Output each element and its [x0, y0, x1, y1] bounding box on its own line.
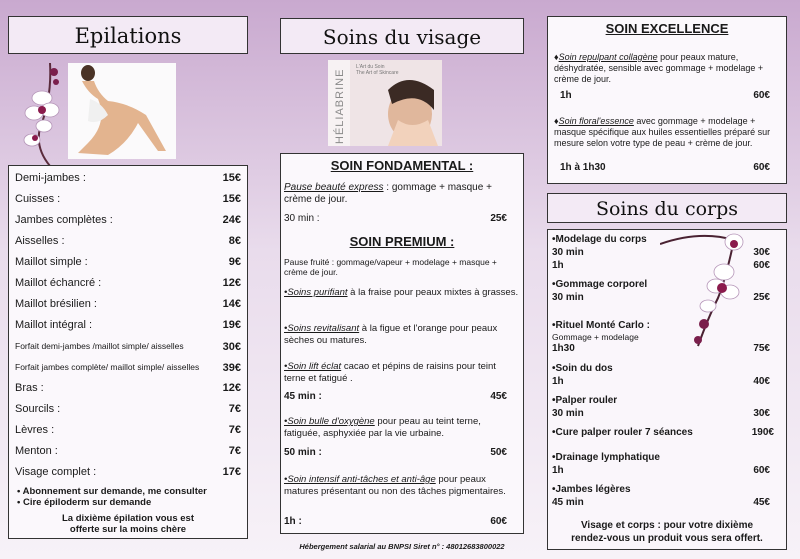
price-row — [284, 391, 507, 402]
price-row — [15, 193, 241, 205]
item-price: 7€ — [228, 424, 241, 436]
price: 60€ — [490, 516, 507, 527]
soin-name: •Soin intensif anti-tâches et anti-âge — [284, 474, 436, 485]
item-price: 12€ — [222, 277, 241, 289]
orchid-right-icon — [660, 228, 752, 352]
price-row — [284, 516, 507, 527]
price-row — [552, 497, 770, 508]
soins-corps-title: Soins du corps — [547, 193, 787, 223]
soin-desc: à la figue et l'orange pour peaux sèches ou matures. — [284, 323, 498, 346]
price-row — [560, 162, 770, 173]
soin-intensif — [284, 474, 519, 498]
price-row — [15, 214, 241, 226]
corps-item-name: •Drainage lymphatique — [552, 452, 660, 463]
price: 30€ — [753, 408, 770, 419]
item-price: 39€ — [222, 362, 241, 374]
corps-item-sub: Gommage + modelage — [552, 332, 639, 342]
soin-purifiant — [284, 287, 519, 299]
footer-line-2: offerte sur la moins chère — [69, 524, 187, 535]
item-name: Forfait jambes complète/ maillot simple/ aisselles — [15, 362, 200, 372]
item-name: Forfait demi-jambes /maillot simple/ aisselles — [15, 341, 184, 351]
price: 45€ — [490, 391, 507, 402]
price-row — [552, 465, 770, 476]
soin-bulle-oxygene — [284, 416, 519, 440]
item-name: Maillot brésilien : — [15, 298, 97, 310]
price: 45€ — [753, 497, 770, 508]
brand-small-text: L'Art du Soin — [356, 64, 385, 70]
epilation-photo — [68, 63, 176, 159]
note-abonnement: • Abonnement sur demande, me consulter — [17, 486, 207, 497]
item-name: Demi-jambes : — [15, 172, 86, 184]
time: 1h — [560, 90, 572, 101]
time: 1h — [552, 376, 564, 387]
price-row — [15, 382, 241, 394]
excellence-item-1: ♦Soin repulpant collagène pour peaux mature, déshydratée, sensible avec gommage + modelage + crème de jour. — [554, 52, 764, 84]
price-row — [15, 341, 241, 353]
price: 60€ — [753, 162, 770, 173]
brand-small-text-2: The Art of Skincare — [356, 70, 399, 76]
time: 1h — [552, 465, 564, 476]
price: 25€ — [753, 292, 770, 303]
price-row — [15, 172, 241, 184]
price-row — [552, 427, 774, 438]
corps-item-name: •Jambes légères — [552, 484, 631, 495]
soin-desc: à la fraise pour peaux mixtes à grasses. — [347, 287, 519, 298]
price-row — [560, 90, 770, 101]
soin-revitalisant — [284, 323, 519, 347]
item-name: Maillot intégral : — [15, 319, 93, 331]
price-row — [15, 298, 241, 310]
price-row — [15, 403, 241, 415]
price-row — [552, 408, 770, 419]
time: 45 min : — [284, 391, 322, 402]
price-row — [15, 319, 241, 331]
time: 30 min — [552, 292, 584, 303]
item-price: 14€ — [222, 298, 241, 310]
item-name: Maillot échancré : — [15, 277, 102, 289]
item-price: 7€ — [228, 403, 241, 415]
soin-name: •Soins purifiant — [284, 287, 348, 298]
price-row — [552, 376, 770, 387]
soin-name: Soin repulpant collagène — [558, 52, 658, 62]
corps-item-name: •Soin du dos — [552, 363, 613, 374]
time: 30 min — [552, 408, 584, 419]
price: 75€ — [753, 343, 770, 354]
corps-item-name: •Rituel Monté Carlo : — [552, 320, 650, 331]
price-row — [15, 445, 241, 457]
price: 60€ — [753, 90, 770, 101]
corps-item-name: •Modelage du corps — [552, 234, 647, 245]
time: 30 min : — [284, 213, 320, 224]
price-row — [15, 424, 241, 436]
time: 30 min — [552, 247, 584, 258]
price-row — [284, 447, 507, 458]
item-price: 15€ — [222, 193, 241, 205]
price-row — [15, 235, 241, 247]
item-price: 24€ — [222, 214, 241, 226]
item-price: 19€ — [222, 319, 241, 331]
soin-name: Soin floral'essence — [558, 116, 634, 126]
time: 1h30 — [552, 343, 575, 354]
price: 50€ — [490, 447, 507, 458]
soin-desc: pour peau au teint terne, fatiguée, asphyxiée par la vie urbaine. — [284, 416, 481, 439]
soin-name: •Soins revitalisant — [284, 323, 360, 334]
pause-express — [284, 182, 519, 206]
price-row — [15, 256, 241, 268]
corps-item-name: •Cure palper rouler 7 séances — [552, 427, 693, 438]
soins-visage-title: Soins du visage — [280, 18, 524, 54]
price: 25€ — [490, 213, 507, 224]
excellence-title: SOIN EXCELLENCE — [605, 21, 729, 36]
item-name: Bras : — [15, 382, 44, 394]
item-price: 15€ — [222, 172, 241, 184]
siret-footer: Hébergement salarial au BNPSI Siret n° : 48012683800022 — [299, 542, 505, 551]
price-row — [15, 466, 241, 478]
brand-name: HÉLIABRINE — [334, 68, 346, 144]
heliabrine-photo — [328, 60, 442, 146]
item-price: 7€ — [228, 445, 241, 457]
pause-fruite: Pause fruité : gommage/vapeur + modelage + masque + crème de jour. — [284, 257, 497, 277]
soin-name: •Soin lift éclat — [284, 361, 342, 372]
soin-desc: pour peaux matures présentant ou non des tâches pigmentaires. — [284, 474, 506, 497]
item-name: Cuisses : — [15, 193, 61, 205]
time: 1h à 1h30 — [560, 162, 606, 173]
time: 45 min — [552, 497, 584, 508]
item-name: Menton : — [15, 445, 58, 457]
soin-desc: cacao et pépins de raisins pour teint terne et fatigué . — [284, 361, 496, 384]
pause-express-name: Pause beauté express — [284, 182, 384, 193]
corps-item-name: •Palper rouler — [552, 395, 618, 406]
price: 190€ — [751, 427, 774, 438]
orchid-left-icon — [20, 58, 80, 168]
soins-visage-list — [280, 153, 524, 534]
epilations-price-list — [8, 165, 248, 539]
price-row — [15, 362, 241, 374]
soin-name: •Soin bulle d'oxygène — [284, 416, 375, 427]
time: 1h — [552, 260, 564, 271]
item-price: 30€ — [222, 341, 241, 353]
soin-desc: pour peaux mature, déshydratée, sensible avec gommage + modelage + crème de jour. — [554, 52, 764, 84]
item-price: 12€ — [222, 382, 241, 394]
note-cire: • Cire épiloderm sur demande — [17, 497, 152, 508]
item-price: 9€ — [228, 256, 241, 268]
item-name: Aisselles : — [15, 235, 65, 247]
soin-lift-eclat — [284, 361, 519, 385]
item-name: Lèvres : — [15, 424, 55, 436]
epilations-title: Epilations — [8, 16, 248, 54]
fondamental-heading: SOIN FONDAMENTAL : — [330, 158, 474, 173]
item-name: Sourcils : — [15, 403, 61, 415]
footer-line-1: La dixième épilation vous est — [62, 513, 194, 524]
price-row — [15, 277, 241, 289]
price: 40€ — [753, 376, 770, 387]
time: 1h : — [284, 516, 302, 527]
item-name: Visage complet : — [15, 466, 97, 478]
price-row — [284, 213, 507, 224]
corps-item-name: •Gommage corporel — [552, 279, 648, 290]
excellence-item-2: ♦Soin floral'essence avec gommage + modelage + masque spécifique aux huiles essentielles préparé sur mesure selon votre type de peau + crème de jour. — [554, 116, 771, 148]
item-price: 8€ — [228, 235, 241, 247]
price: 60€ — [753, 465, 770, 476]
premium-heading: SOIN PREMIUM : — [349, 234, 455, 249]
pause-express-desc: : gommage + masque + crème de jour. — [284, 182, 492, 205]
soin-desc: avec gommage + modelage + masque spécifique aux huiles essentielles préparé sur mesure selon votre type de peau + crème de jour. — [554, 116, 771, 148]
soin-excellence-box — [547, 16, 787, 184]
price: 60€ — [753, 260, 770, 271]
time: 50 min : — [284, 447, 322, 458]
item-name: Jambes complètes : — [15, 214, 113, 226]
corps-footer-1: Visage et corps : pour votre dixième — [580, 520, 754, 531]
price: 30€ — [753, 247, 770, 258]
item-price: 17€ — [222, 466, 241, 478]
corps-footer-2: rendez-vous un produit vous sera offert. — [571, 533, 763, 544]
item-name: Maillot simple : — [15, 256, 88, 268]
